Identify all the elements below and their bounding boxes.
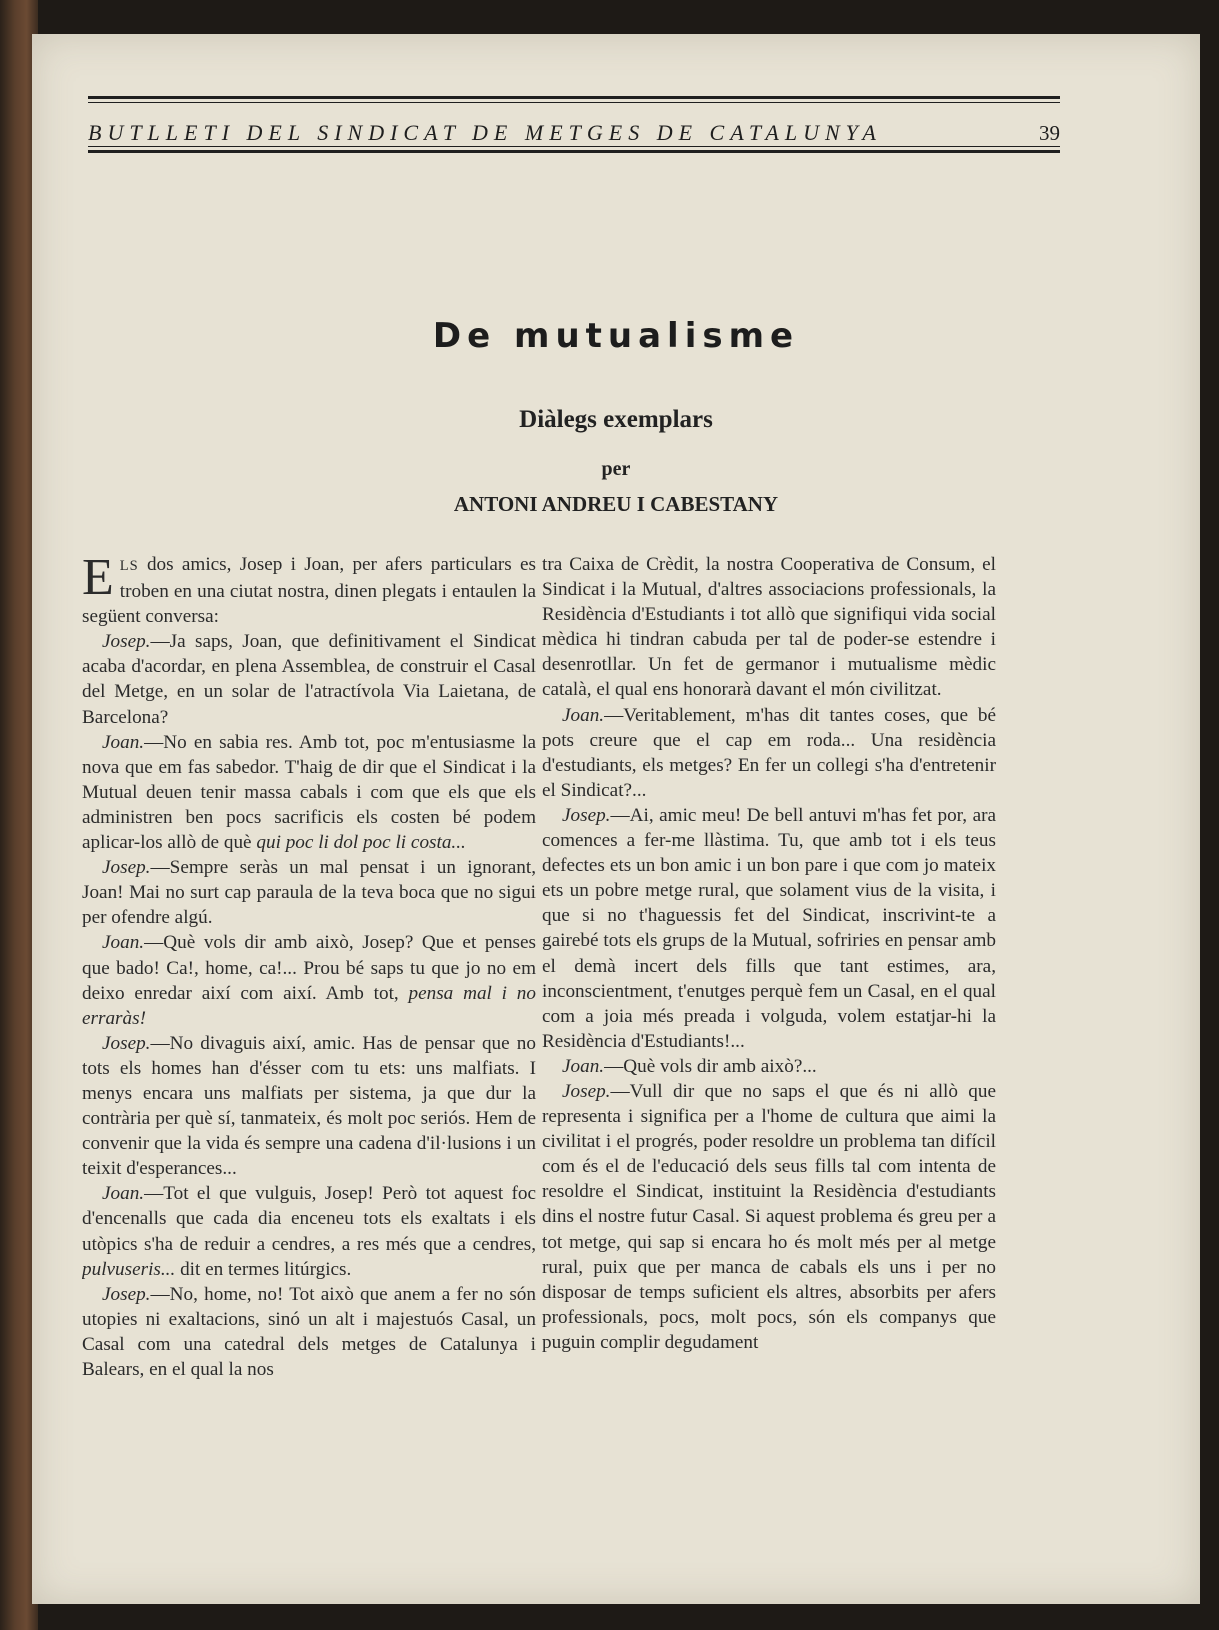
- paragraph-text: —No, home, no! Tot això que anem a fer no són utopies ni exaltacions, sinó un alt i majestuós Casal, un Casal com una catedral dels metges de Catalunya i Balears, en el qual la nos: [82, 1283, 536, 1380]
- article-title: De mutualisme: [432, 316, 800, 356]
- dialogue-paragraph: [542, 552, 996, 703]
- running-head: [88, 116, 1060, 150]
- speaker-name: Joan.: [562, 704, 605, 726]
- speaker-name: Josep.: [562, 1080, 611, 1102]
- paragraph-text: dos amics, Josep i Joan, per afers particulars es troben en una ciutat nostra, dinen plegats i entaulen la següent conversa:: [82, 554, 536, 628]
- text-column-left: [82, 552, 536, 1492]
- header-bottom-rule: [88, 150, 1060, 153]
- emphasized-phrase: pensa mal i no erraràs!: [82, 982, 536, 1029]
- speaker-name: Joan.: [562, 1055, 605, 1077]
- dialogue-paragraph: [82, 1181, 536, 1281]
- dialogue-paragraph: [542, 1054, 996, 1079]
- paragraph-text: —Vull dir que no saps el que és ni allò que representa i significa per a l'home de cultura que aimi la civilitat i el progrés, poder resoldre un problema tan difícil com és el de l'educació dels seus fills tal com intenta de resoldre el Sindicat, instituint la Residència d'estudiants dins el nostre futur Casal. Si aquest problema és greu per a tot metge, qui sap si encara ho és molt més per al metge rural, puix que per manca de cabals els uns i per no disposar de temps suficient els altres, absorbits per afers professionals, pocs, molt pocs, són els companys que puguin complir degudament: [542, 1080, 996, 1353]
- paragraph-text: —Tot el que vulguis, Josep! Però tot aquest foc d'encenalls que cada dia enceneu tots els exaltats i els utòpics s'ha de reduir a cendres, a res més que a cendres,: [82, 1183, 536, 1255]
- header-top-rule: [88, 96, 1060, 99]
- byline-prefix: per: [601, 458, 631, 480]
- speaker-name: Joan.: [102, 1183, 145, 1205]
- emphasized-phrase: pulvuseris...: [82, 1258, 176, 1280]
- document-page: [32, 34, 1200, 1604]
- paragraph-text: tra Caixa de Crèdit, la nostra Cooperativa de Consum, el Sindicat i la Mutual, d'altres associacions professionals, la Residència d'Estudiants i tot allò que signifiqui vida social mèdica hi tindran cabuda per tal de poder-se estendre i desenrotllar. Un fet de germanor i mutualisme mèdic català, el qual ens honorarà davant el món civilitzat.: [542, 554, 996, 701]
- speaker-name: Josep.: [562, 804, 611, 826]
- article-subtitle: Diàlegs exemplars: [519, 406, 713, 433]
- dialogue-paragraph: [82, 1282, 536, 1382]
- paragraph-text: —Què vols dir amb això, Josep? Que et penses que bado! Ca!, home, ca!... Prou bé saps tu que jo no em deixo enredar així com així. Amb tot,: [82, 932, 536, 1004]
- header-top-rule-thin: [88, 102, 1060, 103]
- speaker-name: Josep.: [102, 1283, 151, 1305]
- speaker-name: Josep.: [102, 631, 151, 653]
- page-number: 39: [1039, 120, 1060, 145]
- dialogue-paragraph: [82, 855, 536, 930]
- dialogue-paragraph: [82, 730, 536, 855]
- paragraph-text: —Sempre seràs un mal pensat i un ignorant, Joan! Mai no surt cap paraula de la teva boca que no sigui per ofendre algú.: [82, 857, 536, 929]
- speaker-name: Joan.: [102, 932, 145, 954]
- speaker-name: Josep.: [102, 1032, 151, 1054]
- dialogue-paragraph: [82, 552, 536, 629]
- dialogue-paragraph: [82, 930, 536, 1030]
- text-column-right: [542, 552, 996, 1492]
- paragraph-text: —No en sabia res. Amb tot, poc m'entusiasme la nova que em fas sabedor. T'haig de dir que el Sindicat i la Mutual deuen tenir massa cabals i com que els que els administren ben pocs sacrificis els costen bé podem aplicar-los allò de què: [82, 731, 536, 854]
- journal-title: BUTLLETI DEL SINDICAT DE METGES DE CATALUNYA: [88, 120, 882, 145]
- speaker-name: Josep.: [102, 857, 151, 879]
- dialogue-paragraph: [542, 803, 996, 1054]
- paragraph-text: —Veritablement, m'has dit tantes coses, que bé pots creure que el cap em roda... Una residència d'estudiants, els metges? En fer un collegi s'ha d'entretenir el Sindicat?...: [542, 704, 996, 801]
- speaker-name: Joan.: [102, 731, 145, 753]
- dialogue-paragraph: [542, 1079, 996, 1355]
- paragraph-text: —Ai, amic meu! De bell antuvi m'has fet por, ara comences a fer-me llàstima. Tu, que amb tot i els teus defectes ets un bon amic i un bon pare i que com jo mateix ets un pobre metge rural, que solament vius de la visita, i que si no t'haguessis fet del Sindicat, inscrivint-te a gairebé tots els grups de la Mutual, sofriries en pensar amb el demà incert dels fills que tant estimes, ara, inconscientment, t'enutges perquè fem un Casal, en el qual com a joia més preada i volguda, volem estatjar-hi la Residència d'Estudiants!...: [542, 804, 996, 1052]
- article-author: ANTONI ANDREU I CABESTANY: [453, 492, 779, 516]
- emphasized-phrase: qui poc li dol poc li costa...: [256, 832, 466, 854]
- paragraph-text: dit en termes litúrgics.: [175, 1258, 352, 1280]
- paragraph-text: —No divaguis així, amic. Has de pensar que no tots els homes han d'ésser com tu ets: uns malfiats. I menys encara uns malfiats per sistema, ja que dur la contrària per què sí, tanmateix, és molt poc seriós. Hem de convenir que la vida és sempre una cadena d'il·lusions i un teixit d'esperances...: [82, 1032, 536, 1180]
- header-bottom-rule-thin: [88, 146, 1060, 147]
- dialogue-paragraph: [82, 1031, 536, 1182]
- drop-cap: E: [82, 552, 114, 606]
- dialogue-paragraph: [542, 703, 996, 803]
- paragraph-text: —Ja saps, Joan, que definitivament el Sindicat acaba d'acordar, en plena Assemblea, de construir el Casal del Metge, en un solar de l'atractívola Via Laietana, de Barcelona?: [82, 631, 536, 728]
- opening-smallcaps: LS: [119, 558, 139, 574]
- paragraph-text: —Què vols dir amb això?...: [604, 1055, 817, 1077]
- dialogue-paragraph: [82, 629, 536, 729]
